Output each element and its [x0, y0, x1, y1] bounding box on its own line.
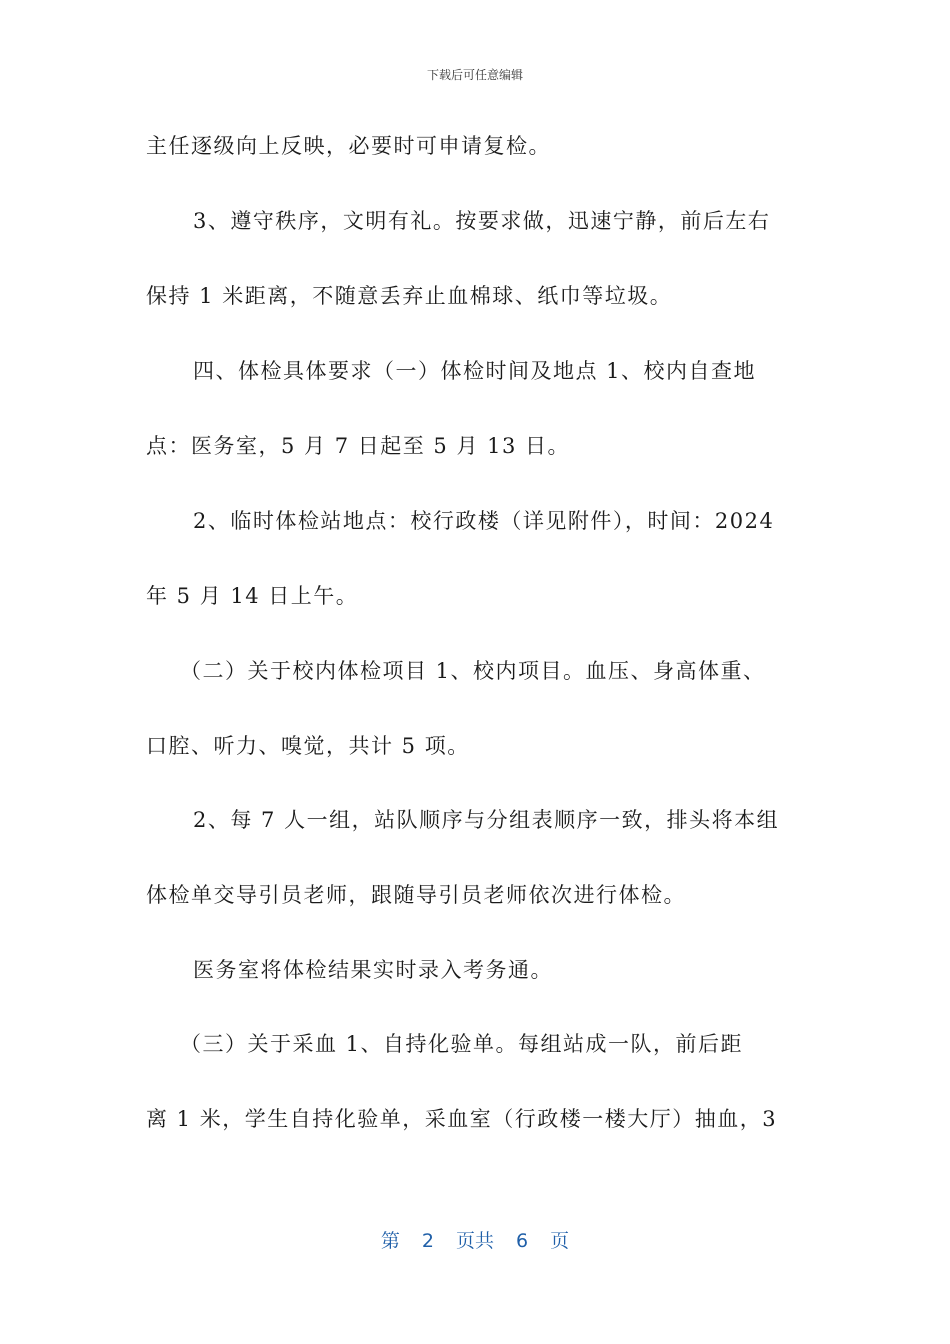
body-line-7: 年 5 月 14 日上午。 [146, 584, 359, 608]
page-mid: 页共 [455, 1230, 494, 1252]
body-line-13: （三）关于采血 1、自持化验单。每组站成一队，前后距 [180, 1032, 744, 1056]
page-footer [0, 1226, 950, 1253]
body-line-10: 2、每 7 人一组，站队顺序与分组表顺序一致，排头将本组 [193, 808, 780, 832]
body-line-8: （二）关于校内体检项目 1、校内项目。血压、身高体重、 [180, 659, 766, 683]
body-line-14: 离 1 米，学生自持化验单，采血室（行政楼一楼大厅）抽血，3 [146, 1107, 778, 1131]
body-line-5: 点：医务室，5 月 7 日起至 5 月 13 日。 [146, 434, 571, 458]
page-total: 6 [516, 1230, 529, 1252]
body-line-9: 口腔、听力、嗅觉，共计 5 项。 [146, 734, 470, 758]
page-number: 2 [421, 1230, 434, 1252]
body-line-3: 保持 1 米距离，不随意丢弃止血棉球、纸巾等垃圾。 [146, 284, 673, 308]
body-line-4: 四、体检具体要求（一）体检时间及地点 1、校内自查地 [193, 359, 757, 383]
body-line-6: 2、临时体检站地点：校行政楼（详见附件），时间：2024 [193, 509, 775, 533]
body-line-11: 体检单交导引员老师，跟随导引员老师依次进行体检。 [146, 883, 686, 907]
page-header-note: 下载后可任意编辑 [426, 68, 523, 82]
body-line-2: 3、遵守秩序，文明有礼。按要求做，迅速宁静，前后左右 [193, 209, 771, 233]
page-suffix: 页 [550, 1230, 570, 1252]
body-line-1: 主任逐级向上反映，必要时可申请复检。 [146, 134, 551, 158]
page-prefix: 第 [380, 1230, 400, 1252]
body-line-12: 医务室将体检结果实时录入考务通。 [193, 958, 553, 982]
